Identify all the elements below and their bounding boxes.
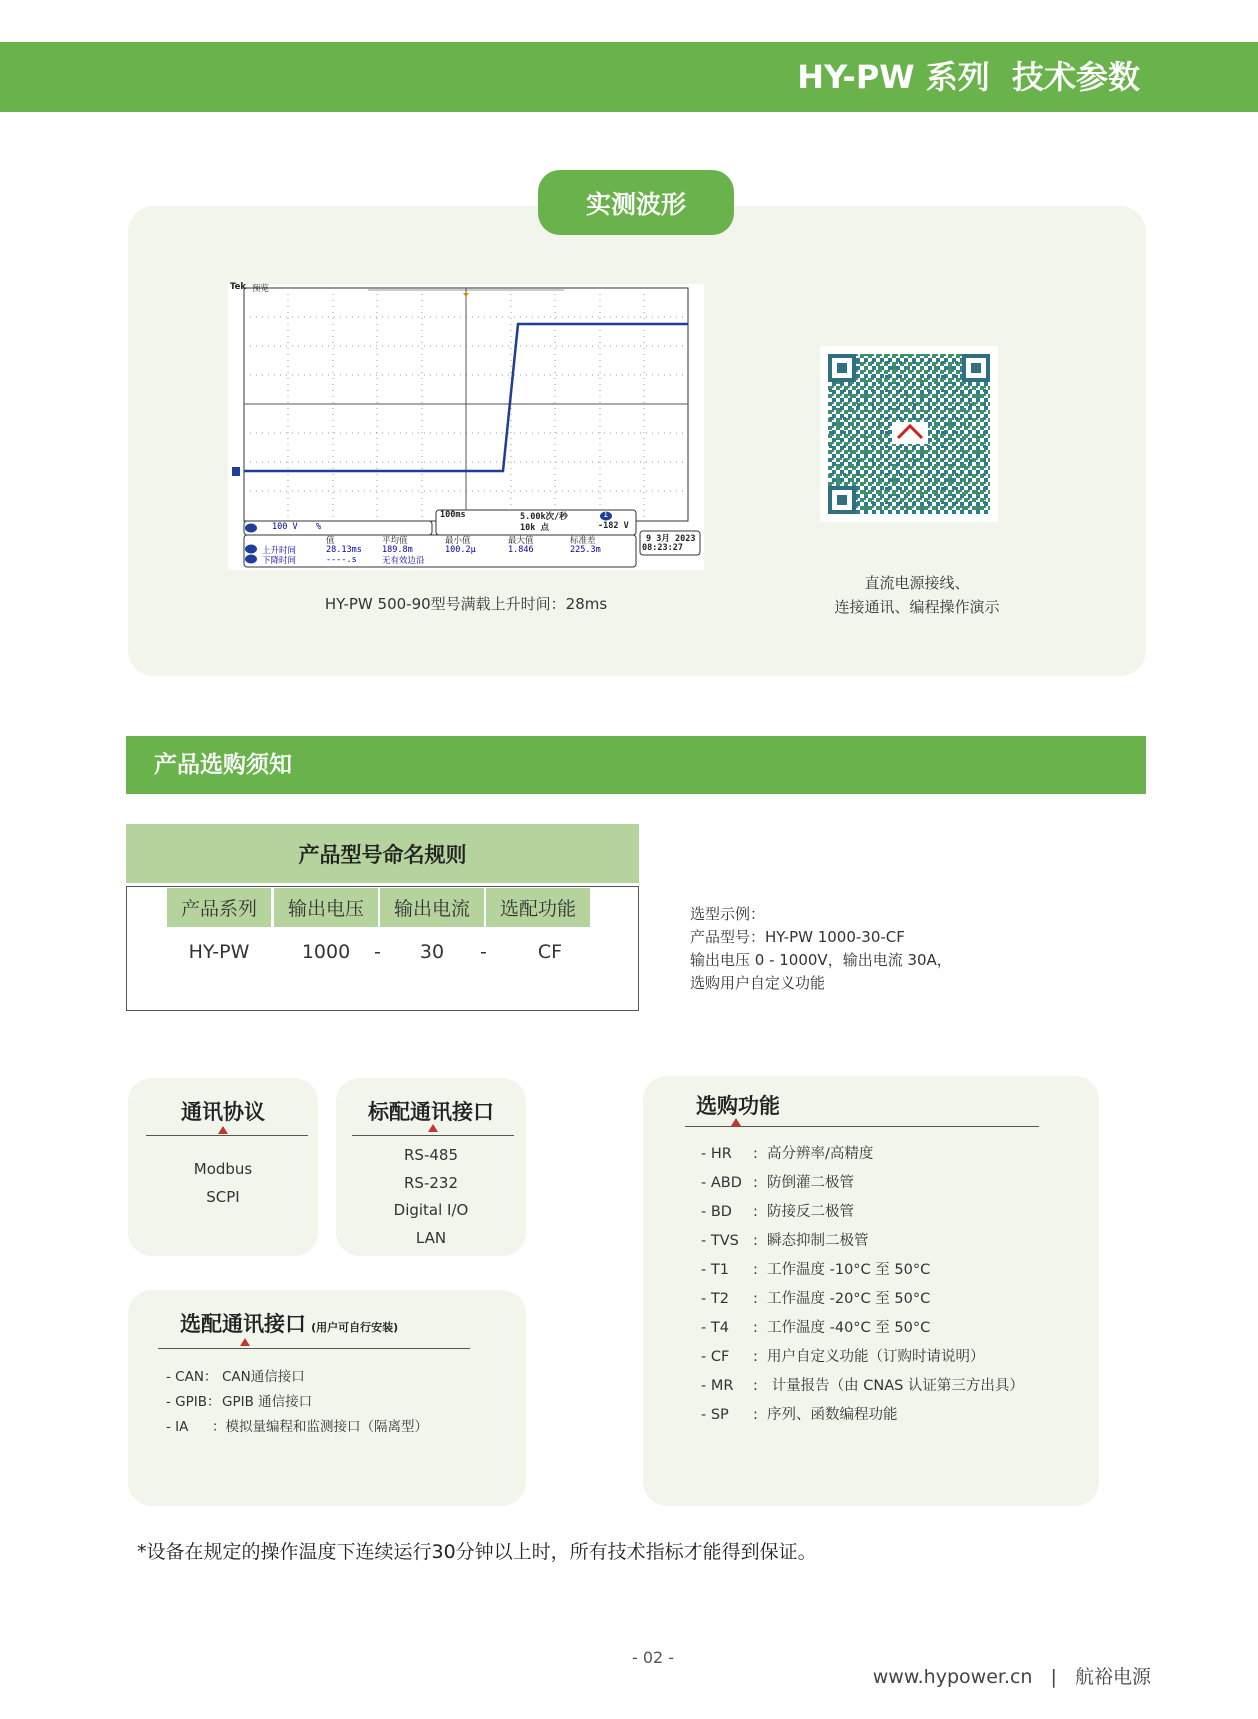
scope-trigger-ch: 1	[603, 510, 609, 520]
scope-ch1-unit: %	[316, 522, 322, 532]
list-item: RS-232	[404, 1173, 458, 1192]
opt-item-desc: ：模拟量编程和监测接口（隔离型）	[212, 1419, 428, 1435]
option-code: - BD	[701, 1204, 732, 1220]
options-title: 选购功能	[696, 1094, 780, 1118]
scope-row2-val2: 无有效边沿	[382, 556, 425, 566]
scope-trigger-level: -182 V	[598, 521, 629, 531]
footnote: *设备在规定的操作温度下连续运行30分钟以上时，所有技术指标才能得到保证。	[137, 1541, 817, 1563]
scope-measure-header-1: 值	[326, 536, 335, 546]
opt-item-desc: GPIB 通信接口	[222, 1394, 313, 1410]
scope-brand: Tek	[230, 282, 247, 292]
option-code: - HR	[701, 1146, 732, 1162]
naming-val-option: CF	[537, 941, 563, 963]
option-code: - T2	[701, 1291, 729, 1307]
option-code: - CF	[701, 1349, 730, 1365]
comm-protocol-rule	[146, 1135, 308, 1136]
opt-item-code: - CAN：	[166, 1369, 218, 1385]
selection-example	[690, 903, 952, 995]
std-interface-title: 标配通讯接口	[368, 1100, 494, 1124]
std-interface-list	[336, 1142, 526, 1252]
footer-website[interactable]: www.hypower.cn	[872, 1666, 1033, 1688]
naming-val-current: 30	[419, 941, 445, 963]
oscilloscope-waveform	[228, 284, 704, 570]
opt-item-code: - GPIB：	[166, 1394, 221, 1410]
option-desc: 工作温度 -40°C 至 50°C	[767, 1320, 931, 1336]
naming-col-option: 选配功能	[486, 888, 590, 927]
option-desc: 防倒灌二极管	[767, 1175, 854, 1191]
page-number: - 02 -	[631, 1648, 675, 1667]
opt-interface-note: (用户可自行安装)	[311, 1321, 399, 1334]
std-interface-card	[336, 1078, 526, 1256]
naming-dash-1: -	[374, 941, 381, 963]
qr-caption-line-2: 连接通讯、编程操作演示	[834, 598, 1000, 616]
naming-col-voltage: 输出电压	[274, 888, 378, 927]
option-item-t2: - T2 : 工作温度 -20°C 至 50°C	[701, 1291, 931, 1307]
naming-val-series: HY-PW	[188, 941, 250, 963]
opt-item-desc: CAN通信接口	[222, 1369, 305, 1385]
list-item: Modbus	[193, 1160, 253, 1178]
option-desc: 工作温度 -10°C 至 50°C	[767, 1262, 931, 1278]
opt-interface-marker	[240, 1338, 250, 1346]
option-item-sp: - SP : 序列、函数编程功能	[701, 1407, 898, 1423]
opt-interface-rule	[158, 1348, 470, 1349]
footer-divider: |	[1050, 1666, 1057, 1688]
waveform-badge: 实测波形	[538, 170, 734, 235]
opt-item-ia	[166, 1418, 428, 1436]
example-line-4: 选购用户自定义功能	[690, 974, 826, 992]
scope-row1-name: 上升时间	[262, 546, 297, 556]
std-interface-rule	[352, 1135, 514, 1136]
example-line-3: 输出电压 0 - 1000V，输出电流 30A，	[690, 951, 952, 969]
qr-code	[820, 346, 998, 522]
opt-item-gpib	[166, 1393, 312, 1411]
example-line-2: 产品型号：HY-PW 1000-30-CF	[690, 928, 905, 946]
qr-code-graphic	[820, 346, 998, 522]
option-item-tvs: - TVS : 瞬态抑制二极管	[701, 1233, 869, 1249]
waveform-caption: HY-PW 500-90型号满载上升时间：28ms	[324, 595, 608, 613]
naming-rule-table	[126, 886, 639, 1011]
footer-brand	[873, 1662, 1151, 1689]
option-desc: 序列、函数编程功能	[767, 1407, 898, 1423]
option-desc: 防接反二极管	[767, 1204, 854, 1220]
comm-protocol-card	[128, 1078, 318, 1256]
option-desc: 高分辨率/高精度	[767, 1146, 874, 1162]
option-code: - MR	[701, 1378, 734, 1394]
scope-measure-header-4: 最大值	[508, 536, 534, 546]
scope-row1-val5: 225.3m	[570, 545, 601, 555]
option-desc: 瞬态抑制二极管	[767, 1233, 869, 1249]
options-card	[643, 1076, 1099, 1506]
opt-interface-card	[128, 1290, 526, 1506]
list-item: LAN	[415, 1228, 447, 1247]
option-item-t1: - T1 : 工作温度 -10°C 至 50°C	[701, 1262, 931, 1278]
qr-caption-line-1: 直流电源接线、	[864, 574, 970, 592]
comm-protocol-title: 通讯协议	[181, 1100, 265, 1124]
scope-record-length: 10k 点	[520, 523, 549, 533]
opt-item-can	[166, 1368, 305, 1386]
scope-measure-header-2: 平均值	[382, 536, 408, 546]
scope-mode: 预览	[252, 284, 270, 294]
std-interface-marker	[428, 1124, 438, 1132]
purchase-section-title: 产品选购须知	[154, 752, 292, 778]
scope-measure-header-5: 标准差	[570, 536, 596, 546]
opt-interface-heading	[180, 1308, 398, 1338]
option-item-mr: - MR : 计量报告（由 CNAS 认证第三方出具）	[701, 1378, 1024, 1394]
purchase-section-bar	[126, 736, 1146, 794]
scope-row2-name: 下降时间	[262, 556, 297, 566]
scope-row1-val3: 100.2μ	[445, 545, 476, 555]
naming-rule-title-bar	[126, 824, 639, 883]
scope-row1-val4: 1.846	[508, 545, 534, 555]
option-item-cf: - CF : 用户自定义功能（订购时请说明）	[701, 1349, 985, 1365]
option-item-hr: - HR : 高分辨率/高精度	[701, 1146, 874, 1162]
oscilloscope-image	[228, 284, 704, 570]
scope-timebase: 100ms	[440, 510, 466, 520]
scope-row1-val2: 189.8m	[382, 545, 413, 555]
option-code: - T4	[701, 1320, 729, 1336]
option-desc: 工作温度 -20°C 至 50°C	[767, 1291, 931, 1307]
option-desc: 用户自定义功能（订购时请说明）	[767, 1349, 985, 1365]
naming-val-voltage: 1000	[301, 941, 351, 963]
comm-protocol-list	[128, 1156, 318, 1211]
opt-item-code: - IA	[166, 1419, 189, 1435]
list-item: SCPI	[206, 1187, 240, 1206]
scope-date: 9 3月 2023	[646, 534, 696, 544]
option-code: - SP	[701, 1407, 729, 1423]
scope-measure-header-3: 最小值	[445, 536, 471, 546]
option-item-bd: - BD : 防接反二极管	[701, 1204, 854, 1220]
option-item-t4: - T4 : 工作温度 -40°C 至 50°C	[701, 1320, 931, 1336]
comm-protocol-marker	[218, 1126, 228, 1134]
scope-ch1-scale: 100 V	[272, 522, 298, 532]
scope-row1-val1: 28.13ms	[326, 545, 362, 555]
option-item-abd: - ABD : 防倒灌二极管	[701, 1175, 854, 1191]
opt-interface-title: 选配通讯接口	[180, 1312, 306, 1336]
naming-dash-2: -	[480, 941, 487, 963]
option-code: - TVS	[701, 1233, 739, 1249]
naming-col-series: 产品系列	[167, 888, 271, 927]
footer-company: 航裕电源	[1074, 1666, 1151, 1688]
header-title: HY-PW 系列 技术参数	[797, 58, 1140, 96]
option-code: - ABD	[701, 1175, 742, 1191]
list-item: RS-485	[404, 1146, 458, 1164]
example-line-1: 选型示例：	[690, 905, 766, 923]
option-desc: 计量报告（由 CNAS 认证第三方出具）	[767, 1378, 1024, 1394]
scope-sample-rate: 5.00k次/秒	[520, 512, 568, 522]
scope-row2-val1: ----.s	[326, 555, 357, 565]
option-code: - T1	[701, 1262, 729, 1278]
options-rule	[685, 1126, 1039, 1127]
options-marker	[731, 1118, 741, 1126]
header-bar	[0, 42, 1258, 112]
naming-rule-title: 产品型号命名规则	[298, 842, 467, 867]
list-item: Digital I/O	[393, 1201, 469, 1219]
naming-col-current: 输出电流	[380, 888, 484, 927]
scope-time: 08:23:27	[642, 543, 683, 553]
